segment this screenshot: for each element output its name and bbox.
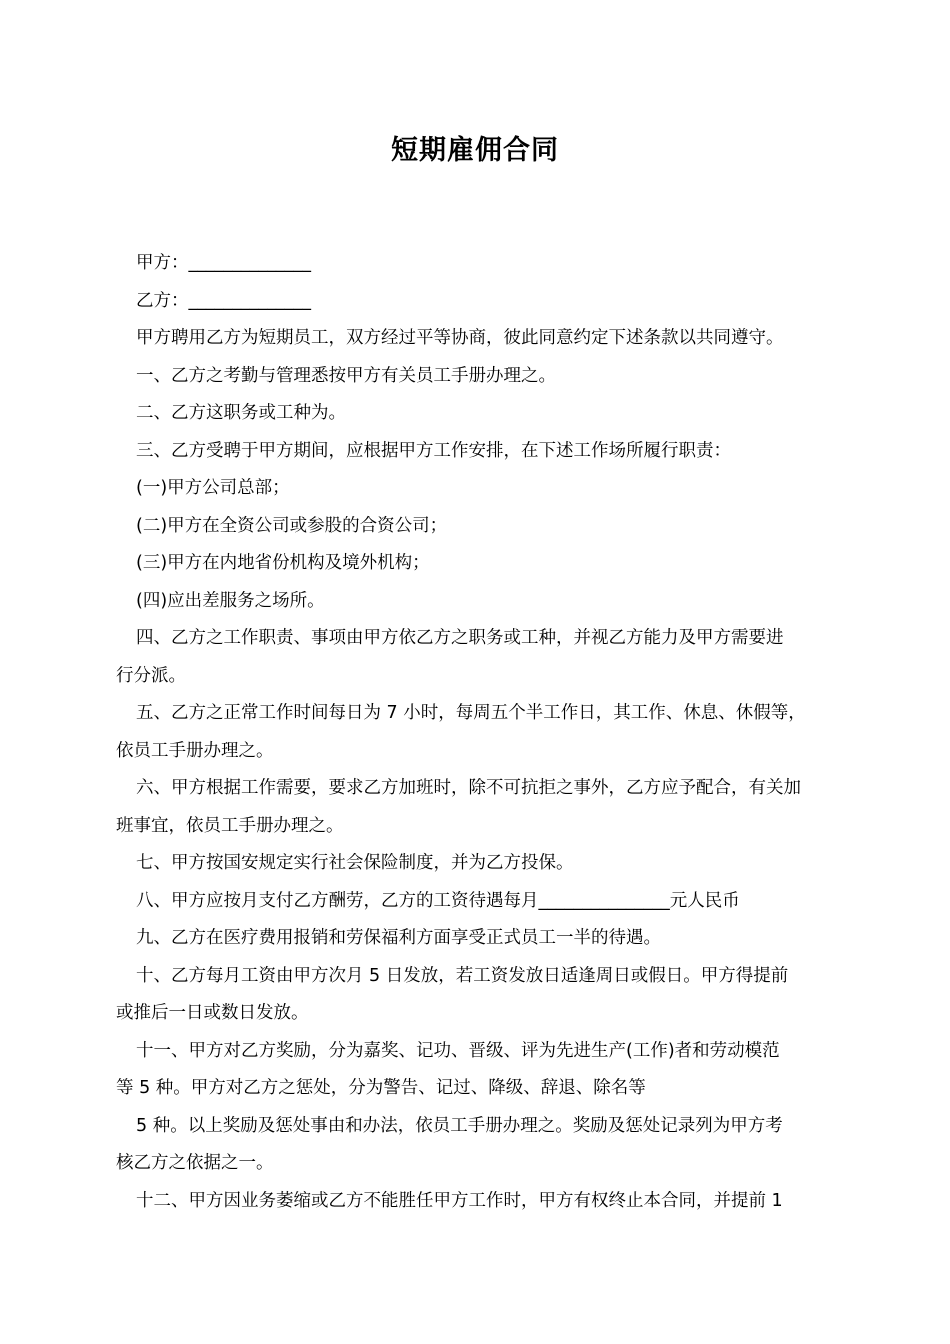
- clause-6-line-2: 班事宜，依员工手册办理之。: [116, 815, 344, 836]
- clause-10-line-2: 或推后一日或数日发放。: [116, 1003, 309, 1023]
- document-title: 短期雇佣合同: [391, 135, 559, 166]
- clause-6-line-1: 六、甲方根据工作需要，要求乙方加班时，除不可抗拒之事外，乙方应予配合，有关加: [136, 778, 801, 798]
- clause-11-line-3: 5 种。以上奖励及惩处事由和办法，依员工手册办理之。奖励及惩处记录列为甲方考: [136, 1115, 783, 1136]
- clause-11-line-1: 十一、甲方对乙方奖励，分为嘉奖、记功、晋级、评为先进生产(工作)者和劳动模范: [136, 1040, 780, 1061]
- clause-8: 八、甲方应按月支付乙方酬劳，乙方的工资待遇每月_______________元人民币: [136, 890, 740, 911]
- clause-12-line-1: 十二、甲方因业务萎缩或乙方不能胜任甲方工作时，甲方有权终止本合同，并提前 1: [136, 1190, 783, 1211]
- clause-7: 七、甲方按国安规定实行社会保险制度，并为乙方投保。: [136, 853, 574, 873]
- party-a-line: 甲方：______________: [136, 253, 311, 273]
- clause-5-line-1: 五、乙方之正常工作时间每日为 7 小时，每周五个半工作日，其工作、休息、休假等，: [136, 703, 806, 723]
- clause-1: 一、乙方之考勤与管理悉按甲方有关员工手册办理之。: [136, 365, 556, 386]
- clause-9: 九、乙方在医疗费用报销和劳保福利方面享受正式员工一半的待遇。: [136, 928, 661, 948]
- clause-10-line-1: 十、乙方每月工资由甲方次月 5 日发放，若工资发放日适逢周日或假日。甲方得提前: [136, 965, 789, 986]
- clause-2: 二、乙方这职务或工种为。: [136, 403, 346, 423]
- clause-11-line-4: 核乙方之依据之一。: [116, 1153, 274, 1173]
- preamble-paragraph: 甲方聘用乙方为短期员工，双方经过平等协商，彼此同意约定下述条款以共同遵守。: [136, 328, 784, 348]
- clause-11-line-2: 等 5 种。甲方对乙方之惩处，分为警告、记过、降级、辞退、除名等: [116, 1078, 646, 1098]
- clause-3-item-1: (一)甲方公司总部；: [136, 478, 290, 498]
- party-b-line: 乙方：______________: [136, 290, 311, 311]
- clause-4-line-1: 四、乙方之工作职责、事项由甲方依乙方之职务或工种，并视乙方能力及甲方需要进: [136, 628, 784, 648]
- clause-5-line-2: 依员工手册办理之。: [116, 740, 274, 761]
- clause-3-item-2: (二)甲方在全资公司或参股的合资公司；: [136, 515, 448, 536]
- document-body: [116, 245, 844, 1220]
- clause-3: 三、乙方受聘于甲方期间，应根据甲方工作安排，在下述工作场所履行职责：: [136, 440, 731, 461]
- clause-3-item-3: (三)甲方在内地省份机构及境外机构；: [136, 553, 430, 573]
- clause-3-item-4: (四)应出差服务之场所。: [136, 590, 325, 611]
- clause-4-line-2: 行分派。: [116, 665, 186, 686]
